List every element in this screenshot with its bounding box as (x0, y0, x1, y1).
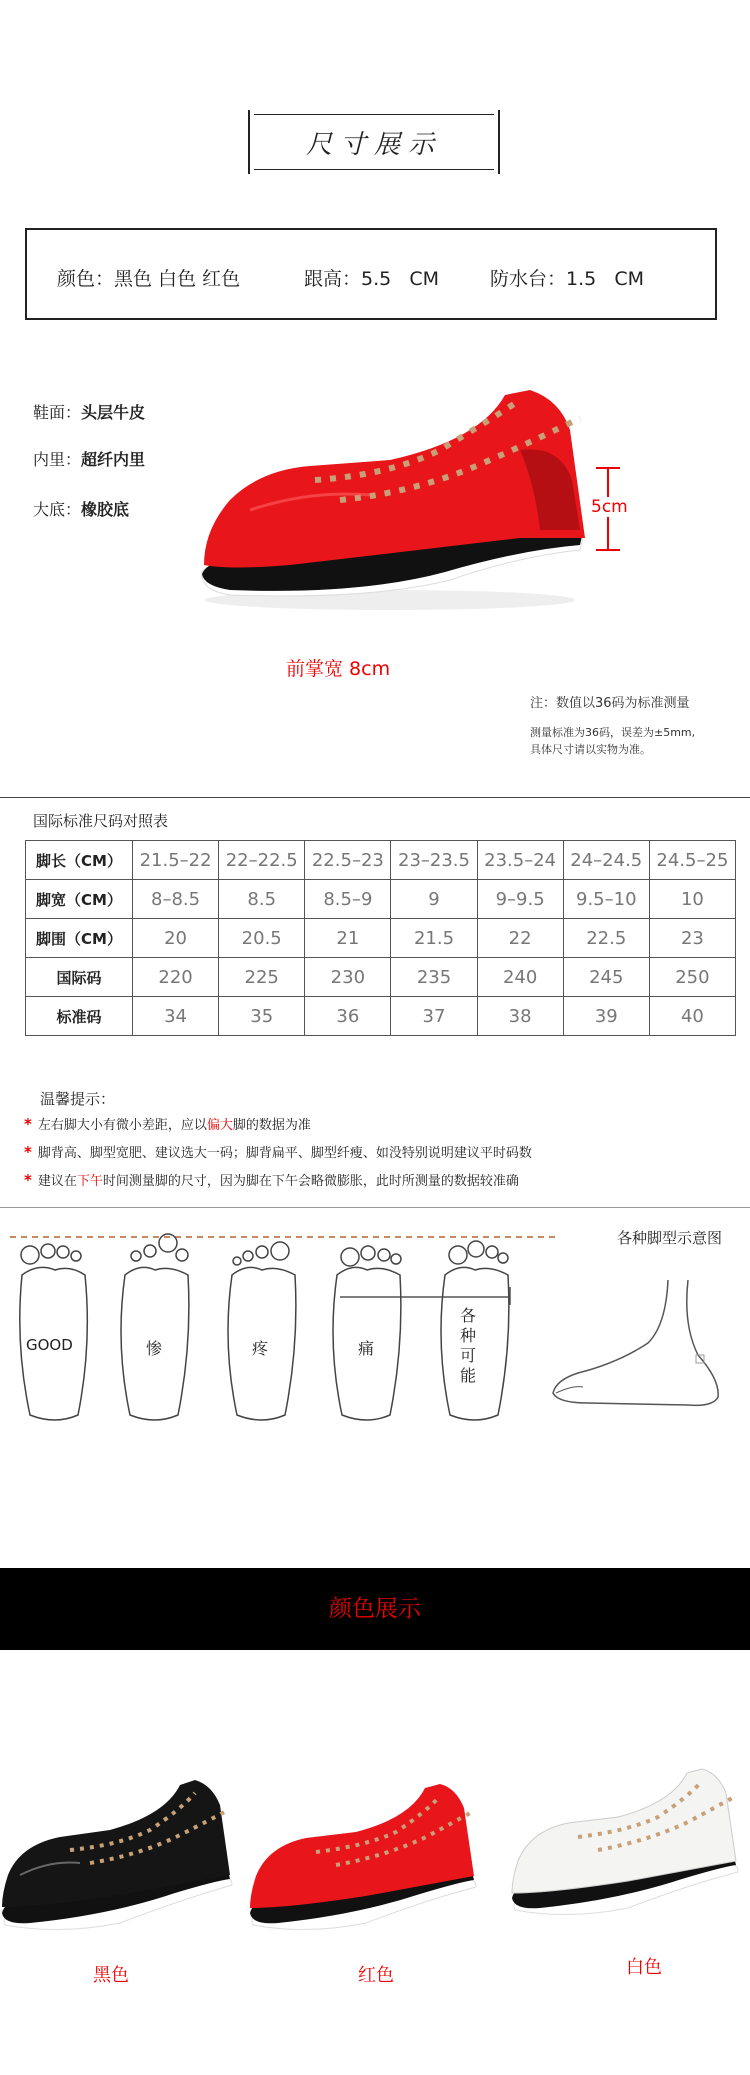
table-cell: 9.5–10 (563, 880, 649, 919)
color-label-white: 白色 (626, 1957, 662, 1978)
color-label-red: 红色 (358, 1965, 394, 1986)
table-cell: 20.5 (219, 919, 305, 958)
spec-color: 颜色：黑色 白色 红色 (57, 268, 241, 290)
heel-measure-label: 5cm (591, 497, 628, 517)
table-row-header: 标准码 (26, 997, 133, 1036)
table-cell: 22.5–23 (305, 841, 391, 880)
spec-box (25, 228, 717, 320)
color-section-banner (0, 1568, 750, 1650)
foot-side-icon (548, 1275, 738, 1415)
shoe-image-red (248, 1780, 478, 1940)
table-cell: 21.5 (391, 919, 477, 958)
size-table (25, 840, 736, 1036)
table-row (26, 958, 736, 997)
measure-note: 注：数值以36码为标准测量 (530, 696, 690, 711)
tip-item: * 建议在下午时间测量脚的尺寸，因为脚在下午会略微膨胀，此时所测量的数据较准确 (24, 1171, 519, 1189)
tip-item: * 脚背高、脚型宽肥、建议选大一码；脚背扁平、脚型纤瘦、如没特别说明建议平时码数 (24, 1143, 532, 1161)
material-lining: 内里：超纤内里 (33, 450, 146, 469)
table-cell: 8.5–9 (305, 880, 391, 919)
table-row (26, 919, 736, 958)
table-cell: 23–23.5 (391, 841, 477, 880)
table-cell: 8.5 (219, 880, 305, 919)
table-cell: 21 (305, 919, 391, 958)
table-cell: 34 (133, 997, 219, 1036)
table-cell: 24–24.5 (563, 841, 649, 880)
table-row (26, 997, 736, 1036)
table-cell: 35 (219, 997, 305, 1036)
forefoot-width-label: 前掌宽 8cm (286, 658, 391, 680)
table-row-header: 国际码 (26, 958, 133, 997)
table-row-header: 脚宽（CM） (26, 880, 133, 919)
foot-label-miserable: 惨 (146, 1339, 163, 1358)
table-cell: 38 (477, 997, 563, 1036)
table-cell: 20 (133, 919, 219, 958)
table-cell: 36 (305, 997, 391, 1036)
divider (0, 1207, 750, 1208)
table-row-header: 脚长（CM） (26, 841, 133, 880)
table-cell: 21.5–22 (133, 841, 219, 880)
size-table-title: 国际标准尺码对照表 (33, 812, 169, 830)
shoe-image-white (510, 1765, 740, 1925)
foot-label-various: 各种可能 (460, 1306, 477, 1385)
foot-label-pain: 疼 (252, 1339, 269, 1358)
table-cell: 39 (563, 997, 649, 1036)
table-row (26, 841, 736, 880)
spec-platform: 防水台：1.5 CM (490, 268, 644, 290)
table-cell: 40 (649, 997, 735, 1036)
foot-types-title: 各种脚型示意图 (617, 1229, 723, 1247)
table-row-header: 脚围（CM） (26, 919, 133, 958)
table-cell: 245 (563, 958, 649, 997)
shoe-image-black (0, 1775, 235, 1940)
table-cell: 240 (477, 958, 563, 997)
table-row (26, 880, 736, 919)
table-cell: 10 (649, 880, 735, 919)
tips-title: 温馨提示： (40, 1090, 116, 1108)
divider (0, 797, 750, 798)
color-section-title: 颜色展示 (329, 1596, 421, 1622)
table-cell: 235 (391, 958, 477, 997)
foot-label-ache: 痛 (358, 1339, 375, 1358)
table-cell: 9 (391, 880, 477, 919)
material-upper: 鞋面：头层牛皮 (33, 403, 146, 422)
tip-item: * 左右脚大小有微小差距，应以偏大脚的数据为准 (24, 1115, 311, 1133)
table-cell: 22–22.5 (219, 841, 305, 880)
page-title: 尺寸展示 (305, 130, 442, 160)
table-cell: 37 (391, 997, 477, 1036)
table-cell: 22 (477, 919, 563, 958)
spec-heel-height: 跟高：5.5 CM (304, 268, 439, 290)
section-title-box (248, 110, 500, 174)
table-cell: 22.5 (563, 919, 649, 958)
table-cell: 230 (305, 958, 391, 997)
measure-note-detail: 测量标准为36码，误差为±5mm, 具体尺寸请以实物为准。 (530, 726, 696, 756)
table-cell: 8–8.5 (133, 880, 219, 919)
table-cell: 23 (649, 919, 735, 958)
foot-label-good: GOOD (26, 1336, 73, 1354)
color-label-black: 黑色 (93, 1965, 129, 1986)
table-cell: 225 (219, 958, 305, 997)
shoe-image-main (190, 360, 590, 620)
table-cell: 250 (649, 958, 735, 997)
table-cell: 9–9.5 (477, 880, 563, 919)
material-sole: 大底：橡胶底 (33, 500, 130, 519)
table-cell: 24.5–25 (649, 841, 735, 880)
table-cell: 220 (133, 958, 219, 997)
table-cell: 23.5–24 (477, 841, 563, 880)
